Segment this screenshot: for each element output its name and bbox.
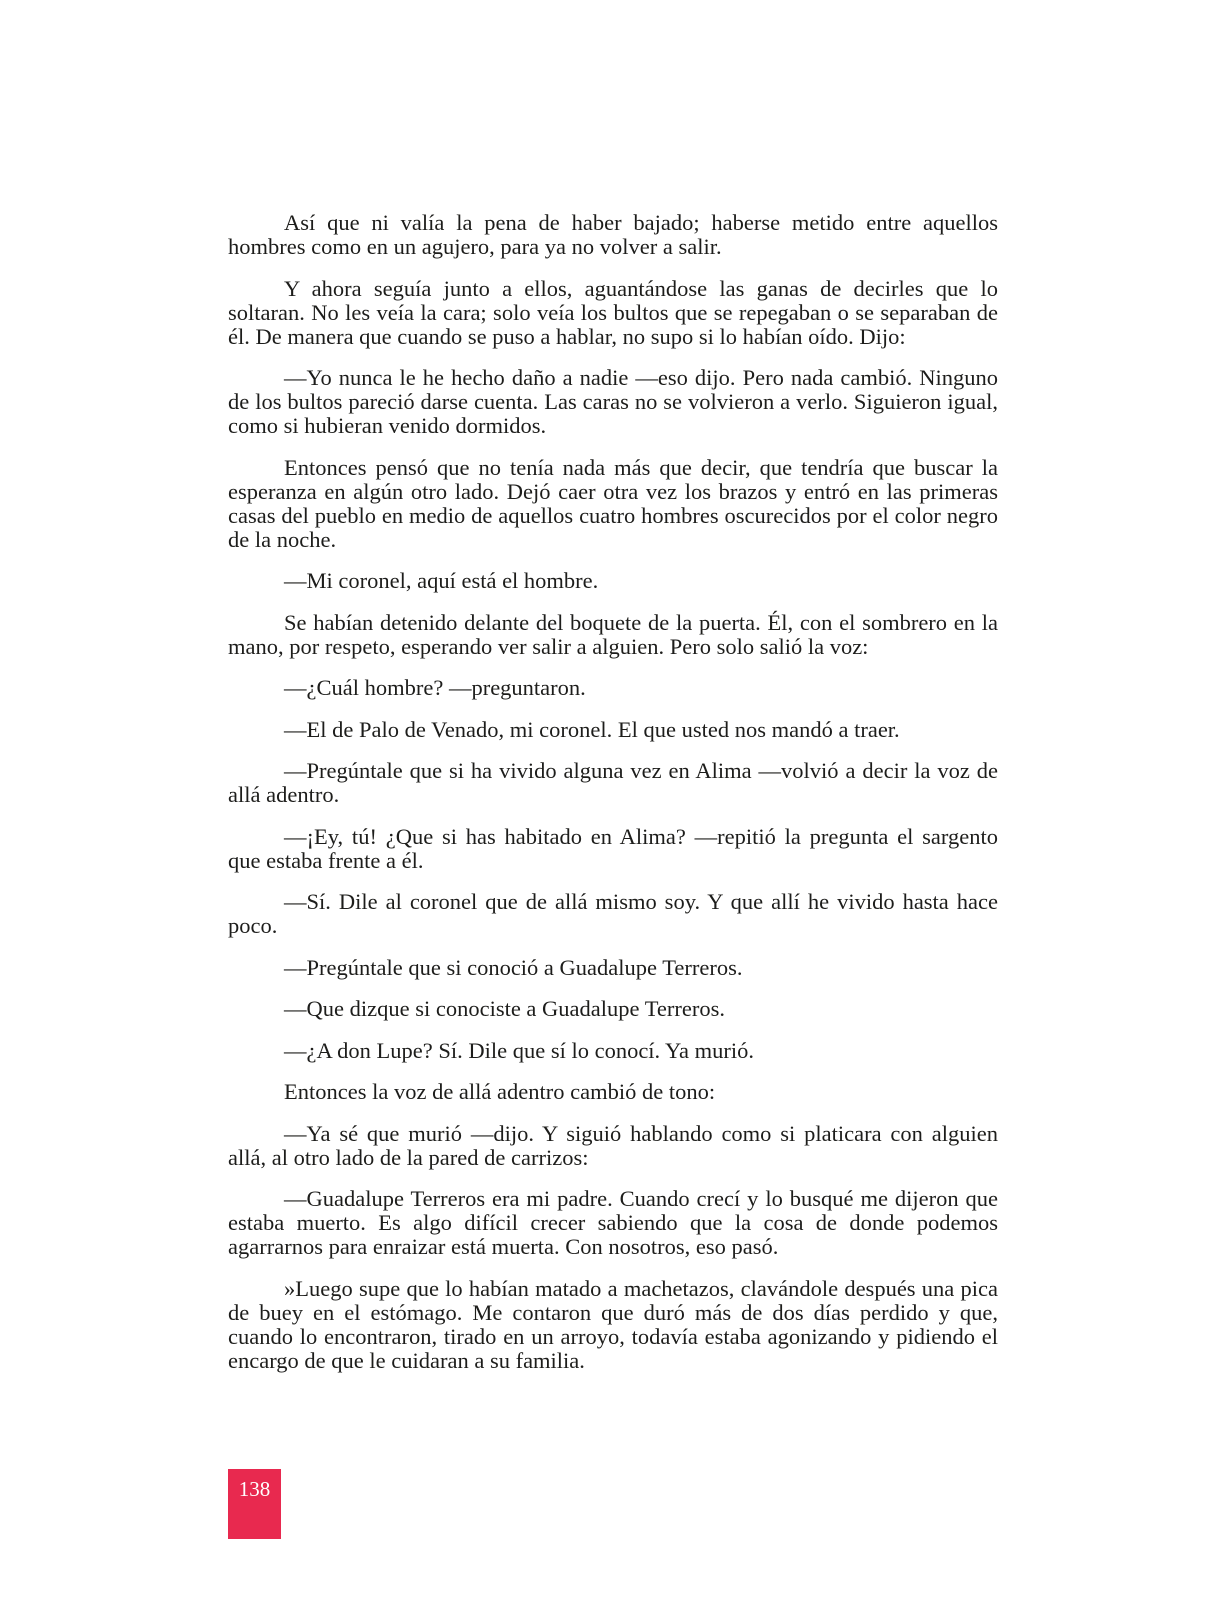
paragraph: —¿A don Lupe? Sí. Dile que sí lo conocí. Ya murió. bbox=[284, 1037, 754, 1063]
paragraph: —¿Cuál hombre? —preguntaron. bbox=[284, 675, 586, 700]
paragraph: Entonces pensó que no tenía nada más que decir, que tendría que buscar la esperanza en algún otro lado. Dejó caer otra vez los brazos y entró en las primeras casas del pueblo en medio de aquellos cuatro hombres oscurecidos por el color negro de la noche. bbox=[228, 454, 998, 552]
paragraph: —Que dizque si conociste a Guadalupe Terreros. bbox=[284, 996, 725, 1021]
paragraph: —Ya sé que murió —dijo. Y siguió hablando como si platicara con alguien allá, al otro lado de la pared de carrizos: bbox=[228, 1120, 998, 1170]
paragraph: Así que ni valía la pena de haber bajado; haberse metido entre aquellos hombres como en un agujero, para ya no volver a salir. bbox=[228, 210, 998, 259]
paragraph: Entonces la voz de allá adentro cambió de tono: bbox=[284, 1079, 716, 1104]
paragraph: —Pregúntale que si conoció a Guadalupe Terreros. bbox=[284, 954, 743, 980]
paragraph: »Luego supe que lo habían matado a machetazos, clavándole después una pica de buey en el estómago. Me contaron que duró más de dos días perdido y que, cuando lo encontraron, tirado en un arroyo, todavía estaba agonizando y pidiendo el encargo de que le cuidaran a su familia. bbox=[228, 1275, 998, 1373]
paragraph: —Pregúntale que si ha vivido alguna vez en Alima —volvió a decir la voz de allá adentro. bbox=[228, 758, 998, 807]
paragraph: —El de Palo de Venado, mi coronel. El que usted nos mandó a traer. bbox=[284, 716, 900, 742]
paragraph: —¡Ey, tú! ¿Que si has habitado en Alima? —repitió la pregunta el sargento que estaba frente a él. bbox=[228, 823, 998, 873]
paragraph: Y ahora seguía junto a ellos, aguantándose las ganas de decirles que lo soltaran. No les veía la cara; solo veía los bultos que se repegaban o se separaban de él. De manera que cuando se puso a hablar, no supo si lo habían oído. Dijo: bbox=[228, 275, 998, 349]
paragraph: Se habían detenido delante del boquete de la puerta. Él, con el sombrero en la mano, por respeto, esperando ver salir a alguien. Pero solo salió la voz: bbox=[228, 609, 998, 659]
paragraph: —Sí. Dile al coronel que de allá mismo soy. Y que allí he vivido hasta hace poco. bbox=[228, 889, 998, 938]
paragraph: —Yo nunca le he hecho daño a nadie —eso dijo. Pero nada cambió. Ninguno de los bultos pareció darse cuenta. Las caras no se volvieron a verlo. Siguieron igual, como si hubieran venido dormidos. bbox=[228, 365, 998, 438]
paragraph: —Guadalupe Terreros era mi padre. Cuando crecí y lo busqué me dijeron que estaba muerto. Es algo difícil crecer sabiendo que la cosa de donde podemos agarrarnos para enraizar está muerta. Con nosotros, eso pasó. bbox=[228, 1186, 998, 1259]
paragraph: —Mi coronel, aquí está el hombre. bbox=[284, 568, 599, 593]
page-number-badge bbox=[228, 1469, 281, 1539]
page-number: 138 bbox=[238, 1477, 271, 1501]
body-text bbox=[228, 211, 998, 1390]
